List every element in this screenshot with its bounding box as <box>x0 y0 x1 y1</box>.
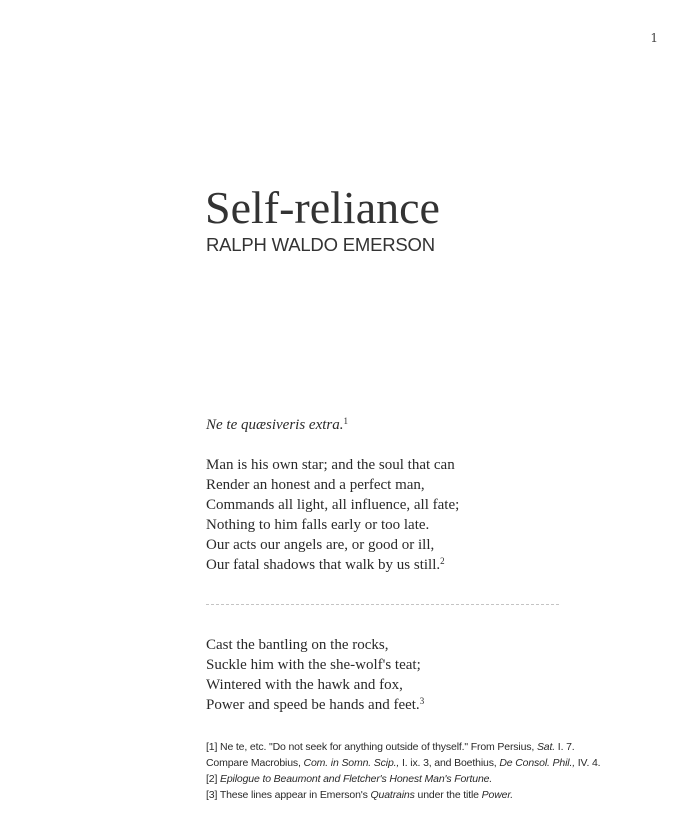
poem-stanza-2 <box>206 635 424 715</box>
footnote-ref-2[interactable]: 2 <box>440 556 445 566</box>
work-title: Sat. <box>536 741 556 753</box>
poem-line: Suckle him with the she-wolf's teat; <box>206 657 421 673</box>
footnotes <box>206 739 666 803</box>
poem-line-text: Power and speed be hands and feet. <box>206 697 420 713</box>
poem-line: Nothing to him falls early or too late. <box>206 517 430 533</box>
footnote-1-cont <box>206 755 666 771</box>
poem-line-text: Our fatal shadows that walk by us still. <box>206 557 441 573</box>
footnote-3 <box>206 787 666 803</box>
poem-stanza-1 <box>206 455 459 575</box>
poem-line: Wintered with the hawk and fox, <box>206 677 403 693</box>
poem-line: Render an honest and a perfect man, <box>206 477 425 493</box>
document-title: Self-reliance <box>205 182 440 233</box>
epigraph-text: Ne te quæsiveris extra. <box>206 417 344 433</box>
epigraph <box>206 415 348 435</box>
work-title: Quatrains <box>370 789 415 801</box>
footnote-text: IV. 4. <box>577 757 601 769</box>
footnote-2 <box>206 771 666 787</box>
poem-line: Commands all light, all influence, all fate; <box>206 497 460 513</box>
poem-line: Man is his own star; and the soul that can <box>206 457 455 473</box>
footnote-text: Ne te, etc. "Do not seek for anything outside of thyself." From Persius, <box>220 741 535 753</box>
footnote-text: under the title <box>417 789 479 801</box>
page-number: 1 <box>650 31 658 45</box>
work-title: Epilogue to Beaumont and Fletcher's Honest Man's Fortune. <box>220 773 493 785</box>
footnote-label: [2] <box>206 773 218 785</box>
footnote-label: [1] <box>206 741 218 753</box>
poem-line: Our acts our angels are, or good or ill, <box>206 537 435 553</box>
footnote-text: Compare Macrobius, <box>206 757 301 769</box>
footnote-text: These lines appear in Emerson's <box>219 789 368 801</box>
footnote-text: I. ix. 3, and Boethius, <box>401 757 497 769</box>
poem-line <box>206 695 424 715</box>
author-name: RALPH WALDO EMERSON <box>206 234 435 255</box>
section-divider <box>206 604 559 605</box>
poem-line: Cast the bantling on the rocks, <box>206 637 389 653</box>
footnote-ref-3[interactable]: 3 <box>419 696 425 706</box>
footnote-ref-1[interactable]: 1 <box>343 416 348 426</box>
work-title: De Consol. Phil., <box>499 757 575 769</box>
work-title: Power. <box>481 789 514 801</box>
footnote-text: I. 7. <box>557 741 575 753</box>
footnote-label: [3] <box>206 789 218 801</box>
poem-line <box>206 555 459 575</box>
work-title: Com. in Somn. Scip., <box>303 757 400 769</box>
footnote-1 <box>206 739 666 755</box>
